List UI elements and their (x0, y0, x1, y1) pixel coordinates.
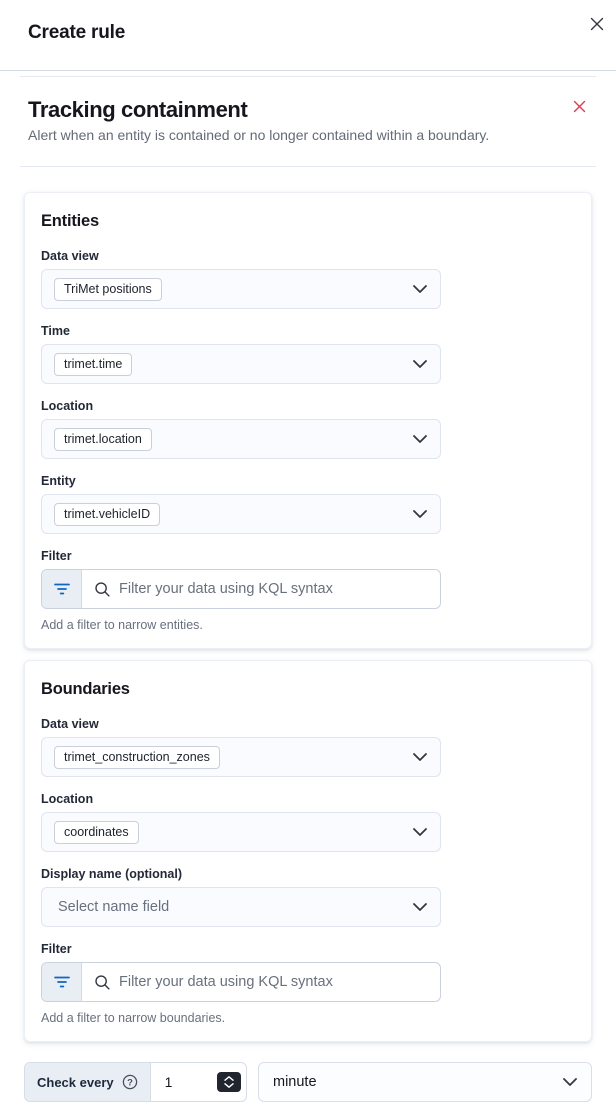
boundaries-data-view-row (41, 717, 441, 777)
chevron-down-icon (413, 435, 427, 443)
entities-location-row (41, 399, 441, 459)
display-name-label: Display name (optional) (41, 867, 182, 881)
page-title: Create rule (28, 22, 126, 43)
entities-entity-row (41, 474, 441, 534)
stepper-down-icon (224, 1083, 234, 1088)
interval-unit-value: minute (273, 1074, 317, 1090)
close-icon (590, 17, 604, 31)
chevron-down-icon (563, 1078, 577, 1086)
selected-value-pill: trimet.location (54, 428, 152, 451)
boundaries-panel (24, 660, 592, 1042)
svg-text:?: ? (126, 1077, 133, 1089)
selected-value-pill: trimet.vehicleID (54, 503, 160, 526)
entities-filter-help-text: Add a filter to narrow entities. (41, 618, 203, 632)
entities-panel (24, 192, 592, 649)
check-schedule-row (24, 1062, 592, 1102)
combobox-placeholder: Select name field (58, 899, 170, 915)
entities-time-row (41, 324, 441, 384)
boundaries-location-row (41, 792, 441, 852)
selected-value-pill: trimet.time (54, 353, 132, 376)
entities-data-view-combobox[interactable] (41, 269, 441, 309)
entities-location-combobox[interactable] (41, 419, 441, 459)
check-interval-input[interactable] (151, 1074, 217, 1090)
check-interval-group (24, 1062, 247, 1102)
interval-unit-select[interactable] (258, 1062, 592, 1102)
help-icon[interactable] (122, 1074, 138, 1090)
flyout-header (0, 0, 616, 71)
boundaries-filter-help-text: Add a filter to narrow boundaries. (41, 1011, 226, 1025)
entities-data-view-row (41, 249, 441, 309)
entities-kql-bar (41, 569, 441, 609)
boundaries-kql-filter-input[interactable] (119, 974, 440, 990)
entities-time-combobox[interactable] (41, 344, 441, 384)
boundaries-kql-bar (41, 962, 441, 1002)
filter-label: Filter (41, 942, 72, 956)
check-every-label: Check every (37, 1074, 114, 1090)
entities-filter-row (41, 549, 441, 634)
entities-entity-combobox[interactable] (41, 494, 441, 534)
search-icon (94, 581, 111, 598)
number-stepper[interactable] (217, 1072, 241, 1092)
boundaries-data-view-combobox[interactable] (41, 737, 441, 777)
location-label: Location (41, 399, 94, 413)
add-filter-button[interactable] (42, 963, 82, 1001)
boundaries-panel-title: Boundaries (41, 680, 130, 698)
chevron-down-icon (413, 285, 427, 293)
close-flyout-button[interactable] (584, 11, 610, 37)
rule-type-title: Tracking containment (28, 97, 248, 122)
boundaries-location-combobox[interactable] (41, 812, 441, 852)
remove-x-icon (573, 100, 586, 113)
entity-label: Entity (41, 474, 76, 488)
filter-icon (54, 976, 70, 988)
boundaries-display-name-combobox[interactable] (41, 887, 441, 927)
boundaries-display-name-row (41, 867, 441, 927)
search-icon (94, 974, 111, 991)
rule-type-description: Alert when an entity is contained or no longer contained within a boundary. (28, 127, 490, 143)
entities-panel-title: Entities (41, 212, 99, 230)
boundaries-filter-row (41, 942, 441, 1027)
chevron-down-icon (413, 903, 427, 911)
chevron-down-icon (413, 510, 427, 518)
data-view-label: Data view (41, 717, 99, 731)
location-label: Location (41, 792, 94, 806)
rule-type-header (0, 77, 616, 146)
add-filter-button[interactable] (42, 570, 82, 608)
remove-rule-type-button[interactable] (571, 98, 588, 115)
chevron-down-icon (413, 360, 427, 368)
chevron-down-icon (413, 828, 427, 836)
filter-icon (54, 583, 70, 595)
time-label: Time (41, 324, 70, 338)
stepper-up-icon (224, 1076, 234, 1081)
entities-kql-filter-input[interactable] (119, 581, 440, 597)
selected-value-pill: trimet_construction_zones (54, 746, 220, 769)
data-view-label: Data view (41, 249, 99, 263)
selected-value-pill: coordinates (54, 821, 139, 844)
chevron-down-icon (413, 753, 427, 761)
filter-label: Filter (41, 549, 72, 563)
check-every-prepend (25, 1063, 151, 1101)
selected-value-pill: TriMet positions (54, 278, 162, 301)
divider (20, 166, 596, 167)
